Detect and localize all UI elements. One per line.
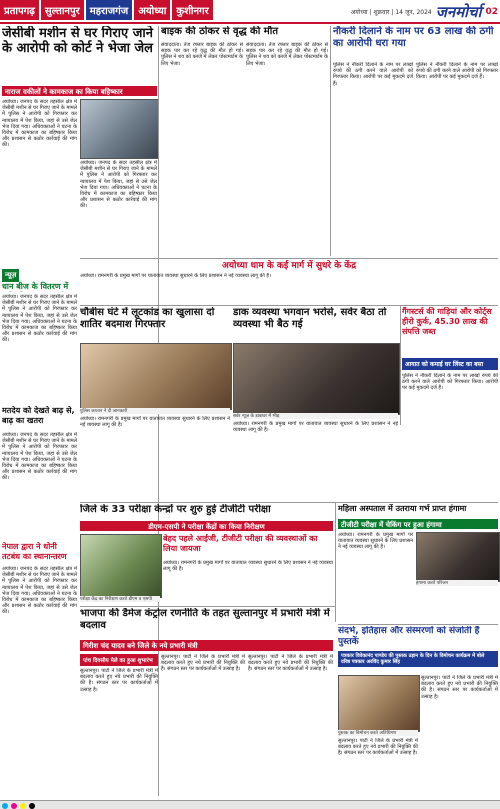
- mid-caption1: पुलिस कप्तान ने दी जानकारी: [80, 408, 230, 414]
- column-rule: [400, 305, 401, 425]
- banner1-headline[interactable]: अयोध्या धाम के कई मार्ग में सुधरे के केंद्र: [222, 261, 356, 271]
- top-right-body-1: पुलिस ने नौकरी दिलाने के नाम पर लाखों रुपये की ठगी करने वाले आरोपी को गिरफ्तार किया। आरोपी पर कई मुकदमे दर्ज हैं।: [333, 62, 413, 87]
- lead-headline[interactable]: जेसीबी मशीन से घर गिराए जाने के आरोपी को कोर्ट ने भेजा जेल: [2, 26, 153, 56]
- column-rule: [330, 26, 331, 256]
- banner2-sub: डीएम-एसपी ने परीक्षा केंद्रों का किया निरीक्षण: [80, 521, 333, 531]
- newspaper-logo: जनमोर्चा: [435, 3, 482, 21]
- section-tabs: [0, 0, 215, 20]
- banner1-body: अयोध्या। रामनगरी के प्रमुख मार्गों पर यातायात व्यवस्था सुधारने के लिए प्रशासन ने नई व्यवस्था लागू की है।: [80, 273, 271, 279]
- right-mid-sub-block: [338, 519, 498, 529]
- lead-photo: [80, 99, 159, 159]
- mid-photo2: [233, 343, 400, 415]
- bottom-body-4: सुल्तानपुर। पार्टी ने जिले के प्रभारी मंत्री में बदलाव करते हुए नये प्रभारी की नियुक्ति की है। संगठन स्तर पर कार्यकर्ताओं में उत्साह है।: [421, 675, 498, 700]
- yellow-register-mark: [20, 803, 26, 809]
- left-tag2-headline[interactable]: मतदेय को देखते बाढ़ से, बाढ़ का खतरा: [2, 406, 75, 425]
- left-tag2-body: अयोध्या। जनपद के सदर तहसील क्षेत्र में जेसीबी मशीन से घर गिराए जाने के मामले में पुलिस ने आरोपी को गिरफ्तार कर न्यायालय में पेश किया, जहां से उसे जेल भेज दिया गया। अधिवक्ताओं ने घटना के विरोध में कामकाज का बहिष्कार किया और प्रशासन से कठोर कार्रवाई की मांग की।: [2, 432, 77, 482]
- magenta-register-mark: [11, 803, 17, 809]
- bottom-headline1[interactable]: भाजपा की डैमेज कंट्रोल रणनीति के तहत सुल्तानपुर में प्रभारी मंत्री में बदलाव: [80, 608, 330, 631]
- section-rule: [80, 258, 498, 259]
- mid-headline3[interactable]: गैंगस्टर्स की गाड़ियां और कोर्ट्स हीरो कुर्क, 45.30 लाख की संपत्ति जब्त: [402, 307, 492, 336]
- section-tab-ayodhya[interactable]: अयोध्या: [134, 0, 170, 20]
- top-right-body-2: पुलिस ने नौकरी दिलाने के नाम पर लाखों रुपये की ठगी करने वाले आरोपी को गिरफ्तार किया। आरोपी पर कई मुकदमे दर्ज हैं।: [416, 62, 498, 81]
- print-color-bar: [0, 800, 500, 809]
- bottom-headline1-block: [80, 608, 333, 638]
- black-register-mark: [29, 803, 35, 809]
- left-tag-body: अयोध्या। जनपद के सदर तहसील क्षेत्र में जेसीबी मशीन से घर गिराए जाने के मामले में पुलिस ने आरोपी को गिरफ्तार कर न्यायालय में पेश किया, जहां से उसे जेल भेज दिया गया। अधिवक्ताओं ने घटना के विरोध में कामकाज का बहिष्कार किया और प्रशासन से कठोर कार्रवाई की मांग की।: [2, 294, 77, 344]
- left-tag3-body: अयोध्या। जनपद के सदर तहसील क्षेत्र में जेसीबी मशीन से घर गिराए जाने के मामले में पुलिस ने आरोपी को गिरफ्तार कर न्यायालय में पेश किया, जहां से उसे जेल भेज दिया गया। अधिवक्ताओं ने घटना के विरोध में कामकाज का बहिष्कार किया और प्रशासन से कठोर कार्रवाई की मांग की।: [2, 566, 77, 616]
- mid-headline1[interactable]: चौबीस घंटे में लूटकांड का खुलासा दो शातिर बदमाश गिरफ्तार: [80, 307, 215, 330]
- banner2-quote-block: [163, 534, 333, 558]
- mid-body2: अयोध्या। रामनगरी के प्रमुख मार्गों पर यातायात व्यवस्था सुधारने के लिए प्रशासन ने नई व्यवस्था लागू की है।: [233, 421, 398, 434]
- lead-body: अयोध्या। जनपद के सदर तहसील क्षेत्र में जेसीबी मशीन से घर गिराए जाने के मामले में पुलिस ने आरोपी को गिरफ्तार कर न्यायालय में पेश किया, जहां से उसे जेल भेज दिया गया। अधिवक्ताओं ने घटना के विरोध में कामकाज का बहिष्कार किया और प्रशासन से कठोर कार्रवाई की मांग की।: [2, 99, 77, 149]
- left-tag3-block: [2, 542, 77, 564]
- top-right-headline[interactable]: नौकरी दिलाने के नाम पर 63 लाख की ठगी का आरोपी धरा गया: [333, 26, 494, 49]
- mid-sub3: आयात को कमाई घर लिंस्ट का बसा: [402, 358, 498, 370]
- bottom-sub1: गिरीश चंद यादव बने जिले के नये प्रभारी मंत्री: [80, 640, 333, 651]
- top-middle-body-2: संवाददाता। तेज रफ्तार बाइक की ठोकर से सड़क पार कर रहे वृद्ध की मौत हो गई। पुलिस ने शव को कब्जे में लेकर पोस्टमार्टम के लिए भेजा।: [246, 42, 328, 67]
- banner2-block: [80, 504, 333, 520]
- mid-sub3-block: [402, 358, 498, 370]
- bottom-headline2[interactable]: संदर्भ, इतिहास और संस्मरणों को संजोती हैं पुस्तकें: [338, 626, 480, 647]
- mid-headline2-block: [233, 307, 398, 341]
- cyan-register-mark: [2, 803, 8, 809]
- section-rule: [80, 502, 498, 503]
- banner2-photo: [80, 534, 162, 598]
- right-mid-body: अयोध्या। रामनगरी के प्रमुख मार्गों पर यातायात व्यवस्था सुधारने के लिए प्रशासन ने नई व्यवस्था लागू की है।: [338, 532, 413, 551]
- banner2-headline[interactable]: जिले के 33 परीक्षा केन्द्रों पर शुरु हुई टीजीटी परीक्षा: [80, 504, 271, 515]
- left-tag-headline[interactable]: धान बीज के वितरण में: [2, 282, 69, 291]
- lead-subhead-block: [2, 86, 157, 96]
- bottom-body-2: सुल्तानपुर। पार्टी ने जिले के प्रभारी मंत्री में बदलाव करते हुए नये प्रभारी की नियुक्ति की है। संगठन स्तर पर कार्यकर्ताओं में उत्साह है।: [161, 654, 245, 673]
- masthead: [0, 0, 500, 24]
- right-mid-headline-block: [338, 504, 498, 518]
- right-mid-sub: टीजीटी परीक्षा में चेकिंग पर हुआ हंगामा: [338, 519, 498, 529]
- section-rule: [80, 606, 335, 607]
- top-middle-headline-block: [161, 26, 329, 40]
- masthead-right: [351, 2, 498, 22]
- bottom-headline2-block: [338, 626, 498, 650]
- right-mid-caption: हंगामा करते परिजन: [416, 580, 498, 586]
- mid-caption2: सर्वर न्यूज़ के डाकघर में भीड़: [233, 413, 398, 419]
- mid-headline1-block: [80, 307, 230, 341]
- bottom-sub1-block: [80, 640, 333, 651]
- banner1-block: [80, 260, 498, 272]
- lead-subhead: नाराज वकीलों ने कामकाज का किया बहिष्कार: [2, 86, 157, 96]
- banner2-body: अयोध्या। रामनगरी के प्रमुख मार्गों पर यातायात व्यवस्था सुधारने के लिए प्रशासन ने नई व्यवस्था लागू की है।: [163, 560, 333, 573]
- mid-body3: पुलिस ने नौकरी दिलाने के नाम पर लाखों रुपये की ठगी करने वाले आरोपी को गिरफ्तार किया। आरोपी पर कई मुकदमे दर्ज हैं।: [402, 373, 498, 392]
- mid-headline3-block: [402, 307, 498, 357]
- section-tab-sultanpur[interactable]: सुल्तानपुर: [41, 0, 84, 20]
- section-tab-pratapgarh[interactable]: प्रतापगढ़: [0, 0, 39, 20]
- mid-headline2[interactable]: डाक व्यवस्था भगवान भरोसे, सर्वर बैठा तो व्यवस्था भी बैठ गई: [233, 307, 387, 330]
- bottom-sub2: पत्रकार विवेकानंद पाण्डेय की पुस्तक उड़ान के दिन के विमोचन कार्यक्रम में बोले वरिष्ठ पत्रकार अरविंद कुमार सिंह: [338, 651, 498, 667]
- left-kicker: न्यूज़: [2, 269, 19, 282]
- bottom-box1-block: [80, 654, 158, 666]
- bottom-photo2: [338, 675, 420, 732]
- left-tag3-headline[interactable]: नेपाल द्वारा ने धोनी तटबंध का स्थानान्तरण: [2, 542, 67, 561]
- section-rule: [80, 305, 498, 306]
- section-rule: [338, 624, 498, 625]
- left-tag-block: [2, 262, 77, 292]
- left-tag2-block: [2, 406, 77, 430]
- bottom-body-5: सुल्तानपुर। पार्टी ने जिले के प्रभारी मंत्री में बदलाव करते हुए नये प्रभारी की नियुक्ति की है। संगठन स्तर पर कार्यकर्ताओं में उत्साह है।: [338, 738, 418, 757]
- right-mid-photo: [416, 532, 500, 582]
- bottom-box1: पांच दिवसीय मेले का हुआ शुभारंभ: [80, 654, 158, 666]
- banner2-quote: बेहद पहले आईजी, टीजीटी परीक्षा की व्यवस्थाओं का लिया जायजा: [163, 534, 318, 553]
- top-right-headline-block: [333, 26, 498, 60]
- lead-body-continued: अयोध्या। जनपद के सदर तहसील क्षेत्र में जेसीबी मशीन से घर गिराए जाने के मामले में पुलिस ने आरोपी को गिरफ्तार कर न्यायालय में पेश किया, जहां से उसे जेल भेज दिया गया। अधिवक्ताओं ने घटना के विरोध में कामकाज का बहिष्कार किया और प्रशासन से कठोर कार्रवाई की मांग की।: [80, 160, 157, 210]
- section-tab-maharajganj[interactable]: महराजगंज: [86, 0, 132, 20]
- bottom-sub2-block: [338, 651, 498, 673]
- mid-body1: अयोध्या। रामनगरी के प्रमुख मार्गों पर यातायात व्यवस्था सुधारने के लिए प्रशासन ने नई व्यवस्था लागू की है।: [80, 416, 230, 429]
- right-mid-headline[interactable]: महिला अस्पताल में उतराया गर्भ प्राप्त हंगामा: [338, 504, 467, 513]
- page-number: 02: [485, 7, 498, 17]
- lead-story-headline-block: [2, 26, 157, 86]
- column-rule: [335, 502, 336, 622]
- banner2-sub-block: [80, 521, 333, 531]
- bottom-caption2: पुस्तक का विमोचन करते अतिथिगण: [338, 730, 418, 736]
- bottom-body-1: सुल्तानपुर। पार्टी ने जिले के प्रभारी मंत्री में बदलाव करते हुए नये प्रभारी की नियुक्ति की है। संगठन स्तर पर कार्यकर्ताओं में उत्साह है।: [80, 668, 158, 693]
- mid-photo1: [80, 343, 232, 410]
- section-tab-kushinagar[interactable]: कुशीनगर: [172, 0, 212, 20]
- banner2-caption: परीक्षा केंद्र का निरीक्षण करते डीएम व एसपी: [80, 596, 160, 602]
- date-line: अयोध्या | शुक्रवार | 14 जून, 2024: [350, 9, 432, 16]
- bottom-body-3: सुल्तानपुर। पार्टी ने जिले के प्रभारी मंत्री में बदलाव करते हुए नये प्रभारी की नियुक्ति की है। संगठन स्तर पर कार्यकर्ताओं में उत्साह है।: [248, 654, 333, 673]
- top-middle-headline[interactable]: बाइक की ठोकर से वृद्ध की मौत: [161, 26, 279, 37]
- top-middle-body-1: संवाददाता। तेज रफ्तार बाइक की ठोकर से सड़क पार कर रहे वृद्ध की मौत हो गई। पुलिस ने शव को कब्जे में लेकर पोस्टमार्टम के लिए भेजा।: [161, 42, 243, 67]
